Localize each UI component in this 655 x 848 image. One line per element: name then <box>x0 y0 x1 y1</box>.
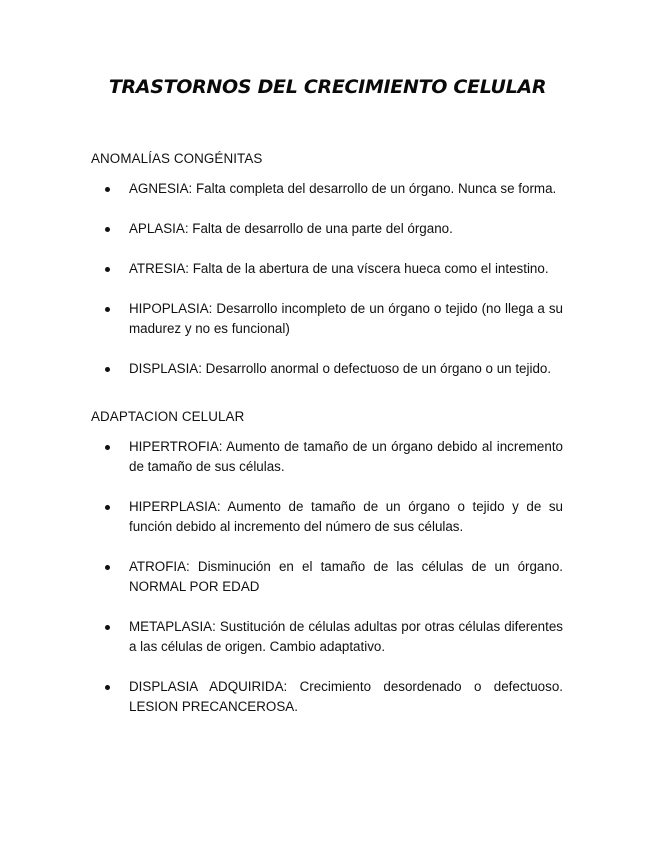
list-item-text: HIPOPLASIA: Desarrollo incompleto de un órgano o tejido (no llega a su madurez y no es funcional) <box>129 301 563 336</box>
bullet-icon <box>105 367 110 372</box>
bullet-icon <box>105 267 110 272</box>
list-item <box>91 617 563 657</box>
list-item-text: DISPLASIA: Desarrollo anormal o defectuoso de un órgano o un tejido. <box>129 361 552 376</box>
list-item <box>91 497 563 537</box>
bullet-list <box>91 179 571 379</box>
bullet-icon <box>105 625 110 630</box>
list-item <box>91 299 563 339</box>
bullet-icon <box>105 505 110 510</box>
list-item-text: DISPLASIA ADQUIRIDA: Crecimiento desordenado o defectuoso. LESION PRECANCEROSA. <box>129 679 563 714</box>
bullet-icon <box>105 685 110 690</box>
list-item-text: APLASIA: Falta de desarrollo de una parte del órgano. <box>129 221 453 236</box>
bullet-icon <box>105 445 110 450</box>
list-item-text: METAPLASIA: Sustitución de células adultas por otras células diferentes a las células de origen. Cambio adaptativo. <box>129 619 563 654</box>
section-heading: ANOMALÍAS CONGÉNITAS <box>91 151 263 166</box>
list-item-text: HIPERPLASIA: Aumento de tamaño de un órgano o tejido y de su función debido al incremento del número de sus células. <box>129 499 563 534</box>
bullet-list <box>91 437 571 717</box>
list-item <box>91 677 563 717</box>
list-item <box>91 259 563 279</box>
list-item <box>91 557 563 597</box>
bullet-icon <box>105 307 110 312</box>
list-item-text: ATROFIA: Disminución en el tamaño de las células de un órgano. NORMAL POR EDAD <box>129 559 563 594</box>
list-item-text: HIPERTROFIA: Aumento de tamaño de un órgano debido al incremento de tamaño de sus células. <box>129 439 563 474</box>
section-heading: ADAPTACION CELULAR <box>91 409 245 424</box>
list-item-text: ATRESIA: Falta de la abertura de una víscera hueca como el intestino. <box>129 261 549 276</box>
list-item-text: AGNESIA: Falta completa del desarrollo de un órgano. Nunca se forma. <box>129 181 557 196</box>
list-item <box>91 179 563 199</box>
section-adaptacion-celular <box>91 408 571 737</box>
bullet-icon <box>105 187 110 192</box>
bullet-icon <box>105 227 110 232</box>
list-item <box>91 437 563 477</box>
list-item <box>91 219 563 239</box>
list-item <box>91 359 563 379</box>
section-anomalias-congenitas <box>91 150 571 399</box>
bullet-icon <box>105 565 110 570</box>
document-title: TRASTORNOS DEL CRECIMIENTO CELULAR <box>108 76 547 98</box>
